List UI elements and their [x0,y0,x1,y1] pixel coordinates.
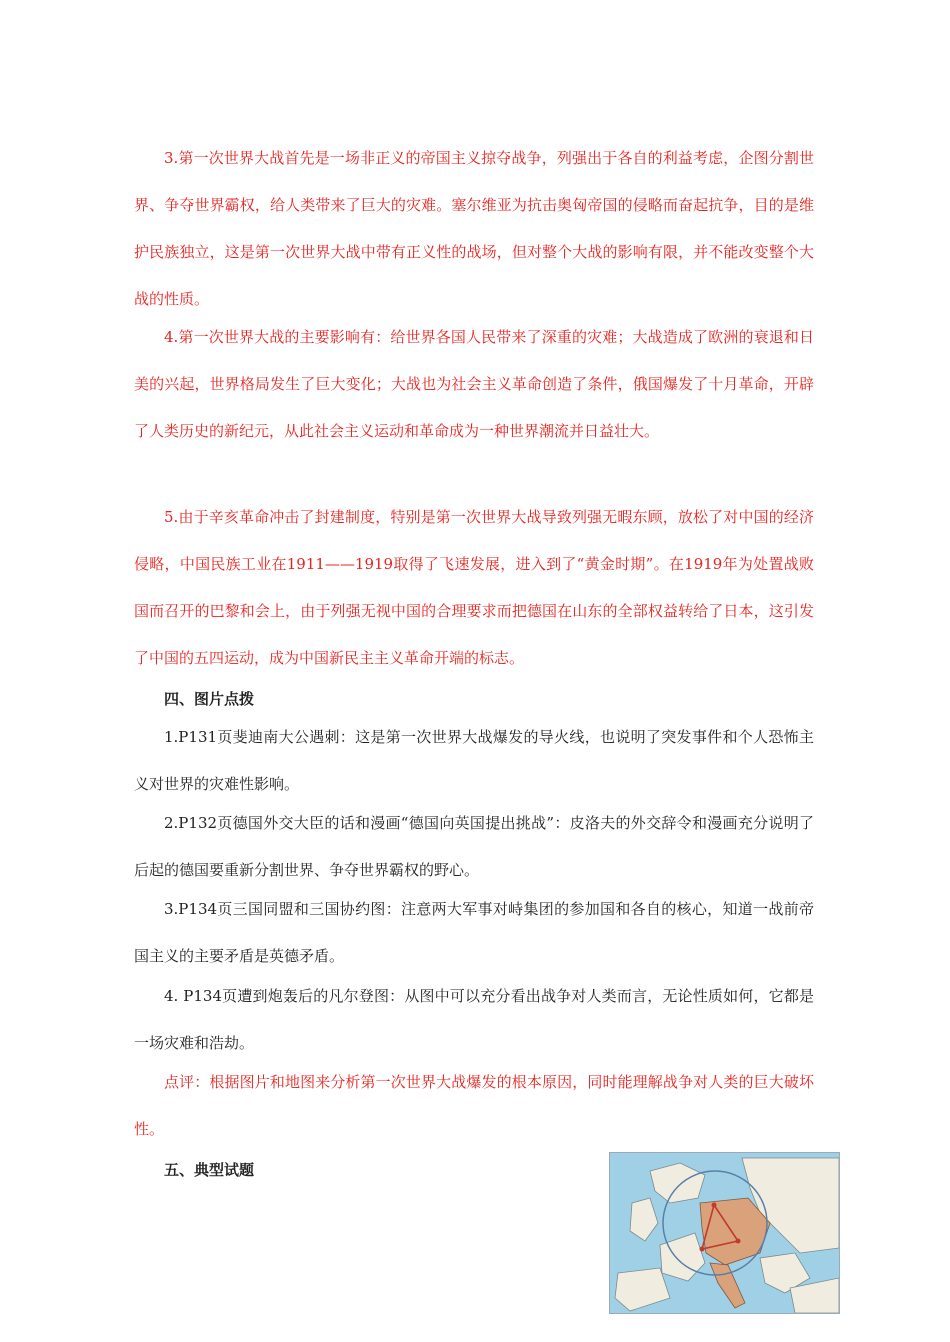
paragraph-4: 4.第一次世界大战的主要影响有：给世界各国人民带来了深重的灾难；大战造成了欧洲的衰退和日美的兴起，世界格局发生了巨大变化；大战也为社会主义革命创造了条件，俄国爆发了十月革命，开辟了人类历史的新纪元，从此社会主义运动和革命成为一种世界潮流并日益壮大。 [134,328,814,440]
section-heading-4: 四、图片点拨 [164,690,255,708]
paragraph-3: 3.第一次世界大战首先是一场非正义的帝国主义掠夺战争，列强出于各自的利益考虑，企图分割世界、争夺世界霸权，给人类带来了巨大的灾难。塞尔维亚为抗击奥匈帝国的侵略而奋起抗争，目的是维护民族独立，这是第一次世界大战中带有正义性的战场，但对整个大战的影响有限，并不能改变整个大战的性质。 [134,149,814,308]
picture-note-2: 2.P132页德国外交大臣的话和漫画“德国向英国提出挑战”：皮洛夫的外交辞令和漫画充分说明了后起的德国要重新分割世界、争夺世界霸权的野心。 [134,814,814,879]
map-graphic [610,1153,839,1313]
map-marker [712,1203,717,1208]
europe-alliance-map [609,1152,840,1314]
paragraph-5: 5.由于辛亥革命冲击了封建制度，特别是第一次世界大战导致列强无暇东顾，放松了对中国的经济侵略，中国民族工业在1911——1919取得了飞速发展，进入到了“黄金时期”。在1919年为处置战败国而召开的巴黎和会上，由于列强无视中国的合理要求而把德国在山东的全部权益转给了日本，这引发了中国的五四运动，成为中国新民主主义革命开端的标志。 [134,508,814,667]
picture-note-4: 4. P134页遭到炮轰后的凡尔登图：从图中可以充分看出战争对人类而言，无论性质如何，它都是一场灾难和浩劫。 [134,987,814,1052]
map-marker [736,1239,741,1244]
picture-note-3: 3.P134页三国同盟和三国协约图：注意两大军事对峙集团的参加国和各自的核心，知道一战前帝国主义的主要矛盾是英德矛盾。 [134,900,814,965]
section-heading-5: 五、典型试题 [164,1161,255,1179]
map-marker [700,1247,705,1252]
comment-paragraph: 点评：根据图片和地图来分析第一次世界大战爆发的根本原因，同时能理解战争对人类的巨大破坏性。 [134,1073,814,1138]
picture-note-1: 1.P131页斐迪南大公遇刺：这是第一次世界大战爆发的导火线，也说明了突发事件和个人恐怖主义对世界的灾难性影响。 [134,728,814,793]
